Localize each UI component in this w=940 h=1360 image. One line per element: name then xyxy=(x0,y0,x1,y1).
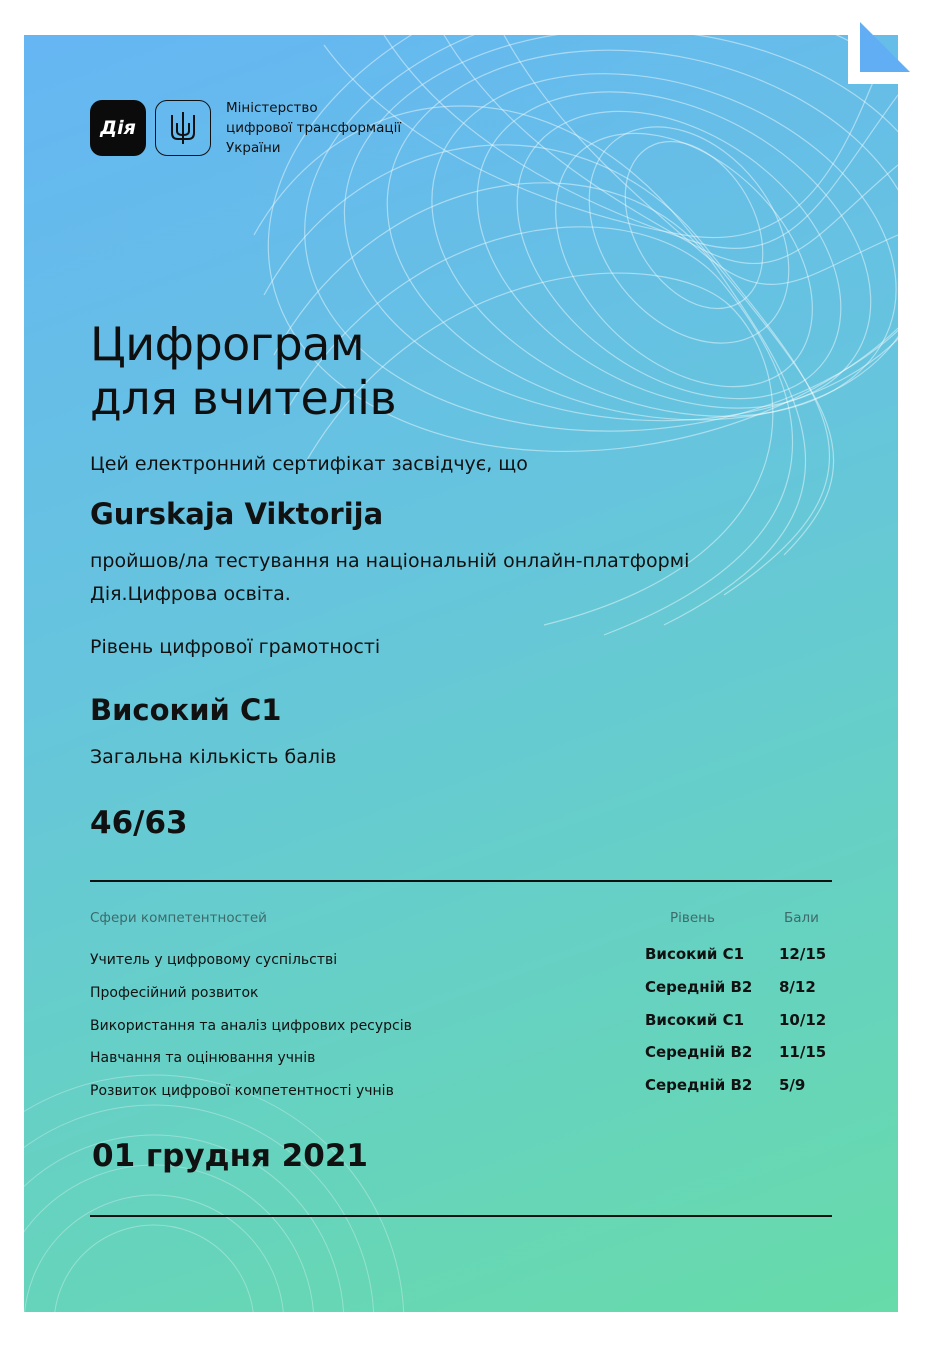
ministry-line-1: Міністерство xyxy=(226,100,318,116)
divider-top xyxy=(90,880,832,882)
competence-level: Високий С1 xyxy=(645,1011,745,1029)
certificate-card xyxy=(24,35,898,1312)
competence-level: Середній В2 xyxy=(645,1076,753,1094)
competence-points: 10/12 xyxy=(779,1011,827,1029)
competence-name: Навчання та оцінювання учнів xyxy=(90,1050,316,1066)
title-line-2: для вчителів xyxy=(90,371,397,425)
competence-points: 11/15 xyxy=(779,1043,827,1061)
diya-logo xyxy=(90,100,146,156)
competence-name: Професійний розвиток xyxy=(90,985,259,1001)
header-competence: Сфери компетентностей xyxy=(90,910,267,926)
ministry-line-3: України xyxy=(226,140,281,156)
passed-line-1: пройшов/ла тестування на національній онлайн-платформі xyxy=(90,550,690,572)
competence-name: Використання та аналіз цифрових ресурсів xyxy=(90,1018,412,1034)
level-value: Високий С1 xyxy=(90,693,282,727)
ministry-line-2: цифрової трансформації xyxy=(226,120,402,136)
competence-name: Розвиток цифрової компетентності учнів xyxy=(90,1083,394,1099)
competence-level: Середній В2 xyxy=(645,1043,753,1061)
score-label: Загальна кількість балів xyxy=(90,746,337,768)
competence-level: Високий С1 xyxy=(645,945,745,963)
header-level: Рівень xyxy=(670,910,715,926)
divider-bottom xyxy=(90,1215,832,1217)
folded-corner-icon xyxy=(848,22,910,84)
header-points: Бали xyxy=(784,910,819,926)
trident-icon xyxy=(168,109,198,147)
score-value: 46/63 xyxy=(90,805,188,841)
certificate-intro: Цей електронний сертифікат засвідчує, що xyxy=(90,453,528,475)
competence-points: 5/9 xyxy=(779,1076,806,1094)
competence-name: Учитель у цифровому суспільстві xyxy=(90,952,338,968)
competence-points: 8/12 xyxy=(779,978,816,996)
passed-line-2: Дія.Цифрова освіта. xyxy=(90,583,291,605)
level-label: Рівень цифрової грамотності xyxy=(90,636,381,658)
certificate-title xyxy=(90,317,396,425)
decorative-wireframe xyxy=(24,35,898,1312)
trident-emblem-icon xyxy=(155,100,211,156)
passed-statement xyxy=(90,545,689,611)
issue-date: 01 грудня 2021 xyxy=(92,1138,368,1174)
recipient-name: Gurskaja Viktorija xyxy=(90,497,384,531)
ministry-name xyxy=(226,98,401,158)
diya-logo-text: Дія xyxy=(100,117,136,139)
competence-level: Середній В2 xyxy=(645,978,753,996)
competence-points: 12/15 xyxy=(779,945,827,963)
title-line-1: Цифрограм xyxy=(90,317,365,371)
